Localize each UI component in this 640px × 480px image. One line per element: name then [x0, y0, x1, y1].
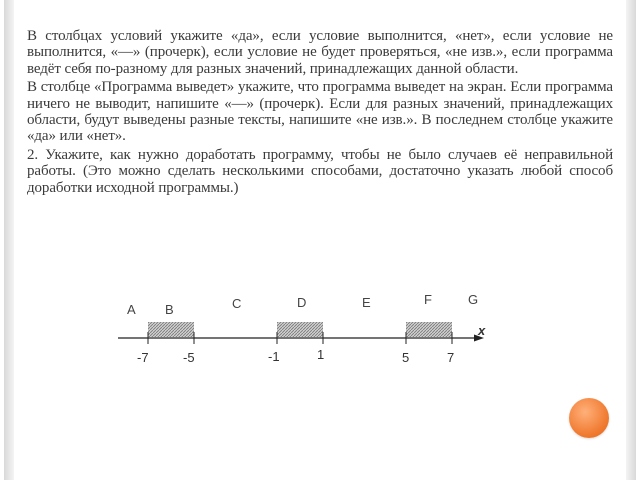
tick-label-7: 7: [447, 350, 455, 365]
area-label-c: C: [232, 296, 242, 311]
area-label-e: E: [362, 295, 371, 310]
tick-label-minus-7: -7: [137, 350, 149, 365]
hatched-region-b: [148, 322, 194, 337]
axis-variable-x: x: [478, 323, 486, 338]
paragraph-conditions: В столбцах условий укажите «да», если условие выполнится, «нет», если условие не выполнится, «—» (прочерк), если условие не будет проверяться, «не изв.», если программа ведёт себя по-разному для разных значений, принадлежащих данной области.: [27, 28, 613, 77]
area-label-d: D: [297, 295, 307, 310]
area-label-a: A: [127, 302, 136, 317]
decorative-orange-circle: [569, 398, 609, 438]
tick-label-minus-5: -5: [183, 350, 195, 365]
tick-label-5: 5: [402, 350, 410, 365]
paragraph-fix-task: 2. Укажите, как нужно доработать программу, чтобы не было случаев её неправильной работы. (Это можно сделать несколькими способами, достаточно указать любой способ доработки исходной программы.): [27, 146, 613, 196]
hatched-region-d: [277, 322, 323, 337]
area-label-f: F: [424, 292, 432, 307]
hatched-region-f: [406, 322, 452, 337]
tick-label-1: 1: [317, 347, 325, 362]
area-label-b: B: [165, 302, 174, 317]
tick-label-minus-1: -1: [268, 349, 280, 364]
paragraph-program-output: В столбце «Программа выведет» укажите, что программа выведет на экран. Если программа ничего не выводит, напишите «—» (прочерк). Если для разных значений, принадлежащих области, будут выведены разные тексты, напишите «не изв.». В последнем столбце укажите «да» или «нет».: [27, 79, 613, 145]
area-label-g: G: [468, 292, 479, 307]
